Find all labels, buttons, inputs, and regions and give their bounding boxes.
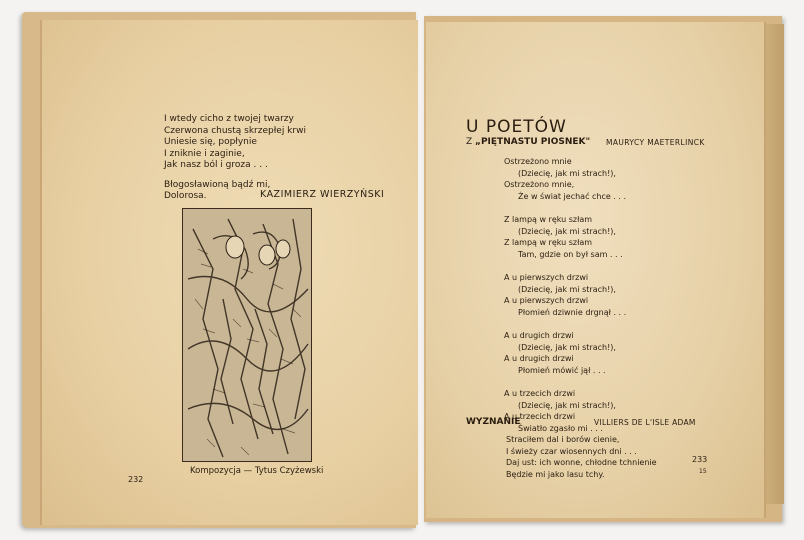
poem-line: A u pierwszych drzwi (504, 273, 589, 282)
poem-line: Uniesie się, popłynie (164, 137, 257, 147)
poem-line: Straciłem dal i borów cienie, (506, 435, 620, 444)
poem-line: Będzie mi jako lasu tchy. (506, 469, 605, 479)
poem-line: I świeży czar wiosennych dni . . . (506, 446, 637, 456)
poem-line: Daj ust: ich wonne, chłodne tchnienie (506, 458, 657, 467)
poem-line: Jak nasz ból i groza . . . (164, 160, 268, 170)
wyznanie-poem (506, 434, 657, 480)
illustration-caption: Kompozycja — Tytus Czyżewski (190, 466, 324, 476)
poem-line: A u trzecich drzwi (504, 389, 576, 398)
poem-line: Z lampą w ręku szłam (504, 238, 593, 247)
subtitle-text: „PIĘTNASTU PIOSNEK" (475, 137, 591, 147)
poem-line: (Dziecię, jak mi strach!), (518, 342, 616, 352)
poem-line: A u trzecich drzwi (504, 412, 576, 421)
poem-line: (Dziecię, jak mi strach!), (518, 284, 616, 294)
left-author: KAZIMIERZ WIERZYŃSKI (260, 189, 385, 200)
poem-line: Płomień dziwnie drgnął . . . (518, 307, 627, 317)
poem-line: Dolorosa. (164, 191, 207, 201)
author-maeterlinck: MAURYCY MAETERLINCK (606, 138, 705, 147)
poem-line: I wtedy cicho z twojej twarzy (164, 114, 294, 124)
poem-line: Ostrzeżono mnie (504, 157, 572, 166)
poem-line: Błogosławioną bądź mi, (164, 179, 271, 190)
subtitle-prefix: Z (466, 137, 473, 147)
poem-line: A u drugich drzwi (504, 331, 574, 340)
poem-line: I zniknie i zaginie, (164, 148, 245, 159)
poem-line: Tam, gdzie on był sam . . . (518, 249, 623, 259)
poem-line: Z lampą w ręku szłam (504, 215, 593, 224)
section-title: U POETÓW (466, 117, 567, 137)
author-villiers: VILLIERS DE L'ISLE ADAM (594, 418, 696, 427)
poem-line: (Dziecię, jak mi strach!), (518, 226, 616, 236)
poem-line: A u pierwszych drzwi (504, 296, 589, 305)
poem-line: Światło zgasło mi . . . (518, 423, 603, 433)
poem-line: Płomień mówić jął . . . (518, 365, 606, 375)
maeterlinck-poem (504, 156, 626, 434)
wyznanie-title: WYZNANIE (466, 417, 521, 427)
page-number-right: 233 (692, 455, 708, 464)
left-page (40, 20, 418, 525)
poem-line: Czerwona chustą skrzepłej krwi (164, 125, 306, 136)
poem-line: Że w świat jechać chce . . . (518, 191, 627, 201)
signature-mark: 15 (699, 468, 707, 475)
page-number-left: 232 (128, 475, 144, 484)
poem-line: Ostrzeżono mnie, (504, 180, 575, 189)
right-page (426, 22, 766, 518)
poem-line: A u drugich drzwi (504, 354, 574, 363)
woodcut-illustration (182, 208, 312, 462)
section-subtitle (466, 137, 590, 147)
poem-line: (Dziecię, jak mi strach!), (518, 168, 616, 178)
poem-line: (Dziecię, jak mi strach!), (518, 400, 616, 410)
